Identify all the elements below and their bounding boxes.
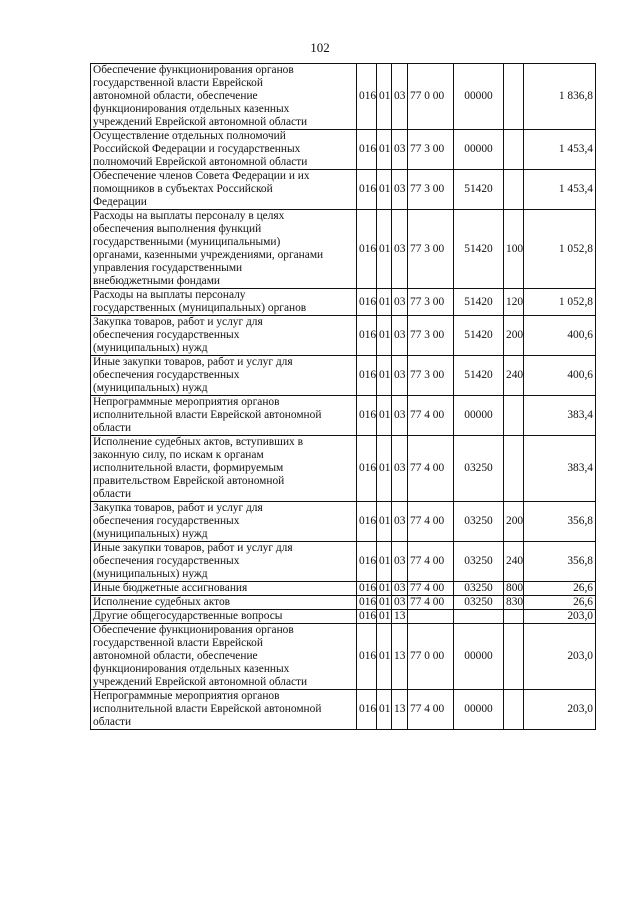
row-name-line: обеспечения государственных (93, 329, 240, 341)
row-name-cell (91, 210, 357, 289)
ministry-code-cell: 016 (357, 624, 377, 690)
row-name-line: области (93, 488, 132, 500)
direction-code-cell: 00000 (454, 64, 504, 130)
table-row (91, 396, 596, 436)
table-row (91, 690, 596, 730)
section-code-cell: 01 (377, 436, 392, 502)
table-row (91, 596, 596, 610)
subsection-code-cell: 03 (392, 170, 408, 210)
amount-cell: 203,0 (524, 690, 596, 730)
amount-cell: 203,0 (524, 610, 596, 624)
ministry-code-cell: 016 (357, 356, 377, 396)
program-code-cell: 77 0 00 (408, 64, 454, 130)
row-name-cell (91, 316, 357, 356)
amount-cell: 1 052,8 (524, 210, 596, 289)
amount-cell: 383,4 (524, 436, 596, 502)
table-row (91, 502, 596, 542)
ministry-code-cell: 016 (357, 170, 377, 210)
row-name-cell (91, 396, 357, 436)
program-code-cell: 77 0 00 (408, 624, 454, 690)
table-row (91, 610, 596, 624)
subsection-code-cell: 03 (392, 356, 408, 396)
amount-cell: 26,6 (524, 596, 596, 610)
row-name-cell (91, 690, 357, 730)
ministry-code-cell: 016 (357, 502, 377, 542)
row-name-line: Исполнение судебных актов, вступивших в (93, 436, 303, 448)
row-name-line: полномочий Еврейской автономной области (93, 156, 308, 168)
section-code-cell: 01 (377, 582, 392, 596)
subsection-code-cell: 13 (392, 690, 408, 730)
expense-type-cell (504, 436, 524, 502)
row-name-cell (91, 582, 357, 596)
amount-cell: 1 453,4 (524, 170, 596, 210)
row-name-line: органами, казенными учреждениями, органами (93, 249, 324, 261)
program-code-cell: 77 4 00 (408, 582, 454, 596)
row-name-line: Российской Федерации и государственных (93, 143, 301, 155)
amount-cell: 203,0 (524, 624, 596, 690)
expense-type-cell: 120 (504, 289, 524, 316)
table-row (91, 316, 596, 356)
row-name-cell (91, 170, 357, 210)
expense-type-cell: 200 (504, 316, 524, 356)
ministry-code-cell: 016 (357, 210, 377, 289)
expense-type-cell: 800 (504, 582, 524, 596)
program-code-cell: 77 4 00 (408, 542, 454, 582)
row-name-cell (91, 542, 357, 582)
amount-cell: 383,4 (524, 396, 596, 436)
row-name-cell (91, 289, 357, 316)
amount-cell: 400,6 (524, 316, 596, 356)
program-code-cell: 77 4 00 (408, 502, 454, 542)
row-name-line: внебюджетными фондами (93, 275, 221, 287)
section-code-cell: 01 (377, 170, 392, 210)
subsection-code-cell: 03 (392, 289, 408, 316)
amount-cell: 400,6 (524, 356, 596, 396)
row-name-line: Непрограммные мероприятия органов (93, 690, 280, 702)
direction-code-cell: 51420 (454, 289, 504, 316)
program-code-cell: 77 4 00 (408, 396, 454, 436)
direction-code-cell: 03250 (454, 582, 504, 596)
table-row (91, 582, 596, 596)
table-row (91, 130, 596, 170)
row-name-line: государственных (муниципальных) органов (93, 302, 307, 314)
program-code-cell: 77 3 00 (408, 170, 454, 210)
direction-code-cell (454, 610, 504, 624)
program-code-cell: 77 4 00 (408, 690, 454, 730)
subsection-code-cell: 03 (392, 210, 408, 289)
ministry-code-cell: 016 (357, 289, 377, 316)
amount-cell: 1 453,4 (524, 130, 596, 170)
row-name-cell (91, 502, 357, 542)
section-code-cell: 01 (377, 542, 392, 582)
row-name-line: государственной власти Еврейской (93, 637, 263, 649)
row-name-line: функционирования отдельных казенных (93, 103, 290, 115)
program-code-cell: 77 3 00 (408, 130, 454, 170)
row-name-line: государственной власти Еврейской (93, 77, 263, 89)
row-name-line: обеспечения государственных (93, 515, 240, 527)
expense-type-cell: 830 (504, 596, 524, 610)
ministry-code-cell: 016 (357, 610, 377, 624)
row-name-line: Обеспечение функционирования органов (93, 64, 294, 76)
row-name-line: Расходы на выплаты персоналу (93, 289, 246, 301)
table-row (91, 436, 596, 502)
table-body (91, 64, 596, 730)
direction-code-cell: 03250 (454, 596, 504, 610)
row-name-cell (91, 436, 357, 502)
expense-type-cell (504, 396, 524, 436)
section-code-cell: 01 (377, 690, 392, 730)
row-name-line: законную силу, по искам к органам (93, 449, 264, 461)
row-name-line: исполнительной власти Еврейской автономной (93, 703, 322, 715)
subsection-code-cell: 03 (392, 316, 408, 356)
program-code-cell (408, 610, 454, 624)
section-code-cell: 01 (377, 502, 392, 542)
row-name-line: исполнительной власти Еврейской автономной (93, 409, 322, 421)
row-name-line: Исполнение судебных актов (93, 596, 231, 608)
row-name-line: обеспечения государственных (93, 369, 240, 381)
table-row (91, 64, 596, 130)
page-number: 102 (310, 40, 330, 55)
row-name-line: исполнительной власти, формируемым (93, 462, 284, 474)
row-name-cell (91, 64, 357, 130)
ministry-code-cell: 016 (357, 582, 377, 596)
row-name-line: управления государственными (93, 262, 243, 274)
subsection-code-cell: 03 (392, 64, 408, 130)
program-code-cell: 77 3 00 (408, 210, 454, 289)
budget-table (90, 63, 596, 730)
section-code-cell: 01 (377, 610, 392, 624)
table-row (91, 289, 596, 316)
row-name-line: Закупка товаров, работ и услуг для (93, 316, 263, 328)
subsection-code-cell: 03 (392, 542, 408, 582)
direction-code-cell: 00000 (454, 624, 504, 690)
row-name-line: обеспечения выполнения функций (93, 223, 262, 235)
section-code-cell: 01 (377, 356, 392, 396)
row-name-line: (муниципальных) нужд (93, 528, 208, 540)
ministry-code-cell: 016 (357, 130, 377, 170)
ministry-code-cell: 016 (357, 436, 377, 502)
ministry-code-cell: 016 (357, 396, 377, 436)
expense-type-cell: 100 (504, 210, 524, 289)
subsection-code-cell: 03 (392, 596, 408, 610)
direction-code-cell: 03250 (454, 542, 504, 582)
subsection-code-cell: 03 (392, 436, 408, 502)
section-code-cell: 01 (377, 64, 392, 130)
row-name-line: Иные закупки товаров, работ и услуг для (93, 356, 293, 368)
row-name-line: автономной области, обеспечение (93, 650, 258, 662)
direction-code-cell: 51420 (454, 210, 504, 289)
expense-type-cell (504, 170, 524, 210)
row-name-line: помощников в субъектах Российской (93, 183, 273, 195)
ministry-code-cell: 016 (357, 64, 377, 130)
section-code-cell: 01 (377, 316, 392, 356)
row-name-line: Обеспечение членов Совета Федерации и их (93, 170, 310, 182)
row-name-line: Закупка товаров, работ и услуг для (93, 502, 263, 514)
expense-type-cell (504, 610, 524, 624)
row-name-line: Расходы на выплаты персоналу в целях (93, 210, 285, 222)
row-name-cell (91, 356, 357, 396)
row-name-line: учреждений Еврейской автономной области (93, 676, 308, 688)
amount-cell: 26,6 (524, 582, 596, 596)
section-code-cell: 01 (377, 596, 392, 610)
subsection-code-cell: 03 (392, 396, 408, 436)
subsection-code-cell: 03 (392, 502, 408, 542)
section-code-cell: 01 (377, 210, 392, 289)
row-name-line: (муниципальных) нужд (93, 382, 208, 394)
direction-code-cell: 51420 (454, 316, 504, 356)
row-name-cell (91, 130, 357, 170)
table-row (91, 170, 596, 210)
row-name-cell (91, 596, 357, 610)
row-name-line: Иные закупки товаров, работ и услуг для (93, 542, 293, 554)
row-name-line: государственными (муниципальными) (93, 236, 281, 248)
expense-type-cell (504, 64, 524, 130)
direction-code-cell: 00000 (454, 396, 504, 436)
expense-type-cell: 200 (504, 502, 524, 542)
table-row (91, 542, 596, 582)
row-name-line: обеспечения государственных (93, 555, 240, 567)
direction-code-cell: 03250 (454, 436, 504, 502)
table-row (91, 356, 596, 396)
row-name-cell (91, 610, 357, 624)
row-name-line: Федерации (93, 196, 147, 208)
subsection-code-cell: 03 (392, 130, 408, 170)
direction-code-cell: 51420 (454, 356, 504, 396)
row-name-line: (муниципальных) нужд (93, 342, 208, 354)
direction-code-cell: 00000 (454, 130, 504, 170)
row-name-line: Осуществление отдельных полномочий (93, 130, 286, 142)
row-name-line: Другие общегосударственные вопросы (93, 610, 283, 622)
section-code-cell: 01 (377, 130, 392, 170)
amount-cell: 356,8 (524, 542, 596, 582)
expense-type-cell: 240 (504, 356, 524, 396)
table-row (91, 210, 596, 289)
row-name-line: Непрограммные мероприятия органов (93, 396, 280, 408)
row-name-line: учреждений Еврейской автономной области (93, 116, 308, 128)
direction-code-cell: 51420 (454, 170, 504, 210)
ministry-code-cell: 016 (357, 596, 377, 610)
direction-code-cell: 03250 (454, 502, 504, 542)
row-name-line: (муниципальных) нужд (93, 568, 208, 580)
amount-cell: 1 052,8 (524, 289, 596, 316)
subsection-code-cell: 13 (392, 610, 408, 624)
section-code-cell: 01 (377, 289, 392, 316)
expense-type-cell (504, 624, 524, 690)
ministry-code-cell: 016 (357, 542, 377, 582)
table-row (91, 624, 596, 690)
section-code-cell: 01 (377, 396, 392, 436)
row-name-cell (91, 624, 357, 690)
row-name-line: автономной области, обеспечение (93, 90, 258, 102)
row-name-line: Иные бюджетные ассигнования (93, 582, 248, 594)
amount-cell: 1 836,8 (524, 64, 596, 130)
program-code-cell: 77 4 00 (408, 596, 454, 610)
ministry-code-cell: 016 (357, 316, 377, 356)
expense-type-cell (504, 130, 524, 170)
row-name-line: функционирования отдельных казенных (93, 663, 290, 675)
expense-type-cell: 240 (504, 542, 524, 582)
program-code-cell: 77 3 00 (408, 316, 454, 356)
subsection-code-cell: 03 (392, 582, 408, 596)
row-name-line: Обеспечение функционирования органов (93, 624, 294, 636)
expense-type-cell (504, 690, 524, 730)
direction-code-cell: 00000 (454, 690, 504, 730)
row-name-line: правительством Еврейской автономной (93, 475, 285, 487)
program-code-cell: 77 3 00 (408, 356, 454, 396)
section-code-cell: 01 (377, 624, 392, 690)
program-code-cell: 77 4 00 (408, 436, 454, 502)
row-name-line: области (93, 716, 132, 728)
program-code-cell: 77 3 00 (408, 289, 454, 316)
amount-cell: 356,8 (524, 502, 596, 542)
subsection-code-cell: 13 (392, 624, 408, 690)
row-name-line: области (93, 422, 132, 434)
ministry-code-cell: 016 (357, 690, 377, 730)
